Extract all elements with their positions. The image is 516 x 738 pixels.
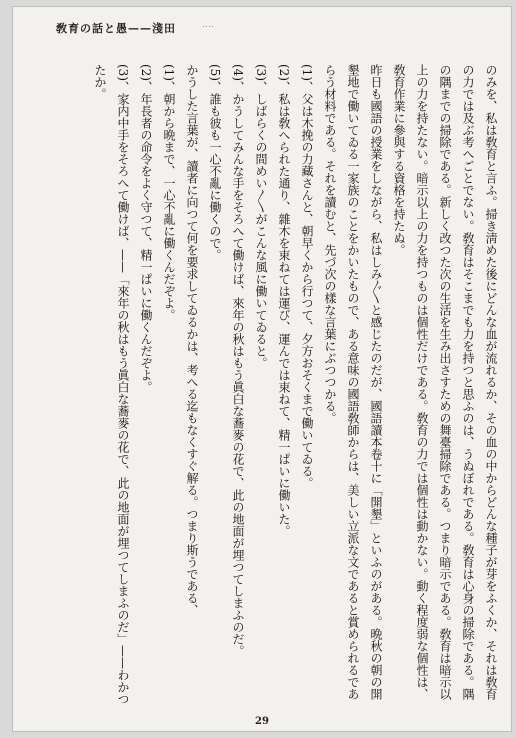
book-page bbox=[12, 6, 512, 732]
quote-line-3: (3)、しばらくの間めい〳〵がこんな風に働いてゐると。 bbox=[254, 64, 268, 369]
quote-line-1: (1)、父は木挽の力藏さんと、朝早くから行つて、夕方おそくまで働いてゐる。 bbox=[300, 64, 314, 489]
paragraph-requirement: かうした言葉が、讀者に向つて何を要求してゐるかは、考へる迄もなくすぐ解る。つまり斯うである、 bbox=[185, 64, 199, 616]
quote-line-5: (5)、誰も彼も一心不亂に働くので。 bbox=[208, 64, 222, 261]
requirement-line-2: (2)、年長者の命令をよく守つて、精一ぱいに働くんだぞよ。 bbox=[139, 64, 153, 393]
page-number: 29 bbox=[255, 716, 269, 727]
requirement-line-1: (1)、朝から晩まで、一心不亂に働くんだぞよ。 bbox=[162, 64, 176, 321]
paragraph-kaikon-reader: 昨日も國語の授業をしながら、私はしみ〴〵と感じたのだが、國語讀本卷十に「開墾」といふのがある。晩秋の朝の開墾地で働いてゐる一家族のことをかいたもので、ある意味の國語敎師からは、美しい立派な文であると賞められるであらう材料である。それを讀むと、先づ次の樣な言葉にぶつつかる。 bbox=[323, 64, 383, 700]
header-mark: ‥‥ bbox=[202, 20, 215, 30]
quote-line-2: (2)、私は敎へられた通り、雜木を束ねては運び、運んでは束ねて、精一ぱいに働いた。 bbox=[277, 64, 291, 537]
requirement-line-3: (3)、家内中手をそろへて働けば、——「來年の秋はもう眞白な蕎麥の花で、此の地面が埋つてしまふのだ」——わかつたか。 bbox=[93, 64, 130, 705]
quote-line-4: (4)、かうしてみんな手をそろへて働けば、來年の秋はもう眞白な蕎麥の花で、此の地面が埋つてしまふのだ。 bbox=[231, 64, 245, 657]
paragraph-education-as-cleaning: のみを、私は敎育と言ふ。掃き淸めた後にどんな血が流れるか、その血の中からどんな種子が芽をふくか、それは敎育の力では及ぶ考へごとでない。敎育はそこまでも力を持つと思ふのは、うぬぼれである。敎育は心身の掃除である。隅の隅までの掃除である。新しく改つた次の生活を生み出さすための舞臺掃除である。つまり暗示である。敎育は暗示以上の力を持たない。暗示以上の力を持つものは個性だけである。敎育の力では個性は動かない。動く程度弱な個性は、敎育作業に參與する資格を持たぬ。 bbox=[392, 64, 498, 700]
running-head: 敎育の話と愚——淺田 bbox=[56, 22, 176, 35]
vertical-text-block bbox=[52, 64, 502, 706]
